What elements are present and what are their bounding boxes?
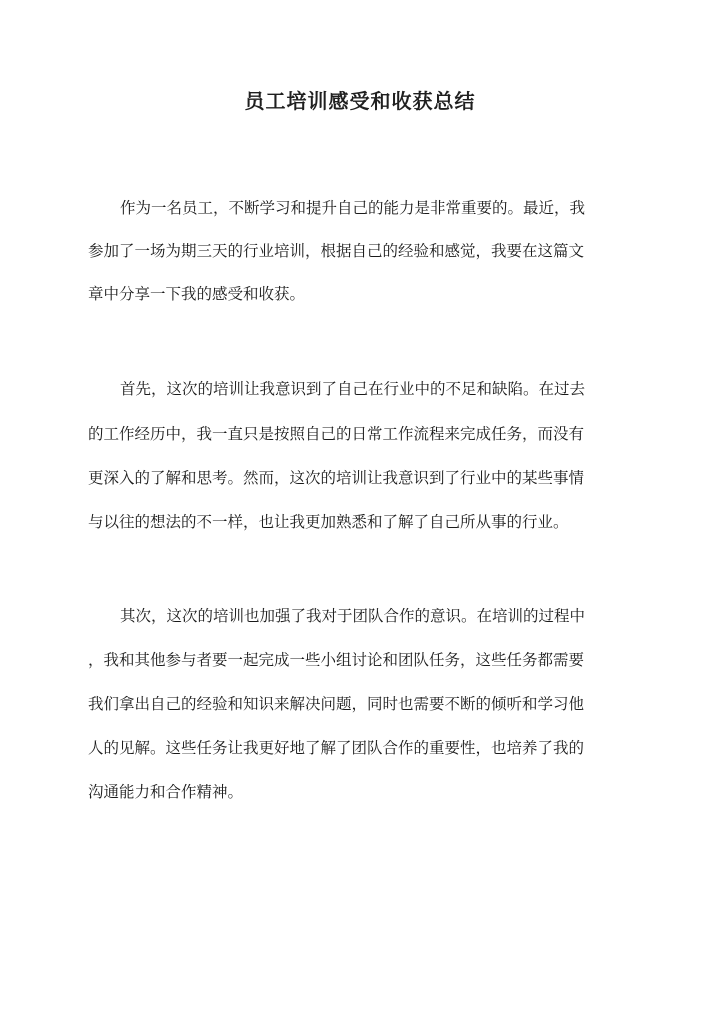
paragraph-3-line-4: 人的见解。这些任务让我更好地了解了团队合作的重要性，也培养了我的 [88, 739, 585, 757]
paragraph-1-line-3: 章中分享一下我的感受和收获。 [88, 285, 306, 303]
paragraph-2-line-3: 更深入的了解和思考。然而，这次的培训让我意识到了行业中的某些事情 [88, 469, 585, 487]
paragraph-3-line-3: 我们拿出自己的经验和知识来解决问题，同时也需要不断的倾听和学习他 [88, 695, 585, 713]
paragraph-2-line-4: 与以往的想法的不一样，也让我更加熟悉和了解了自己所从事的行业。 [88, 513, 569, 531]
paragraph-3-line-2: ，我和其他参与者要一起完成一些小组讨论和团队任务，这些任务都需要 [88, 651, 585, 669]
paragraph-2-line-2: 的工作经历中，我一直只是按照自己的日常工作流程来完成任务，而没有 [88, 425, 585, 443]
paragraph-2-line-1: 首先，这次的培训让我意识到了自己在行业中的不足和缺陷。在过去 [120, 380, 586, 398]
paragraph-1-line-1: 作为一名员工，不断学习和提升自己的能力是非常重要的。最近，我 [120, 199, 586, 217]
paragraph-3-line-5: 沟通能力和合作精神。 [88, 783, 244, 801]
paragraph-1-line-2: 参加了一场为期三天的行业培训，根据自己的经验和感觉，我要在这篇文 [88, 242, 585, 260]
document-title: 员工培训感受和收获总结 [244, 89, 476, 113]
paragraph-3-line-1: 其次，这次的培训也加强了我对于团队合作的意识。在培训的过程中 [120, 607, 586, 625]
